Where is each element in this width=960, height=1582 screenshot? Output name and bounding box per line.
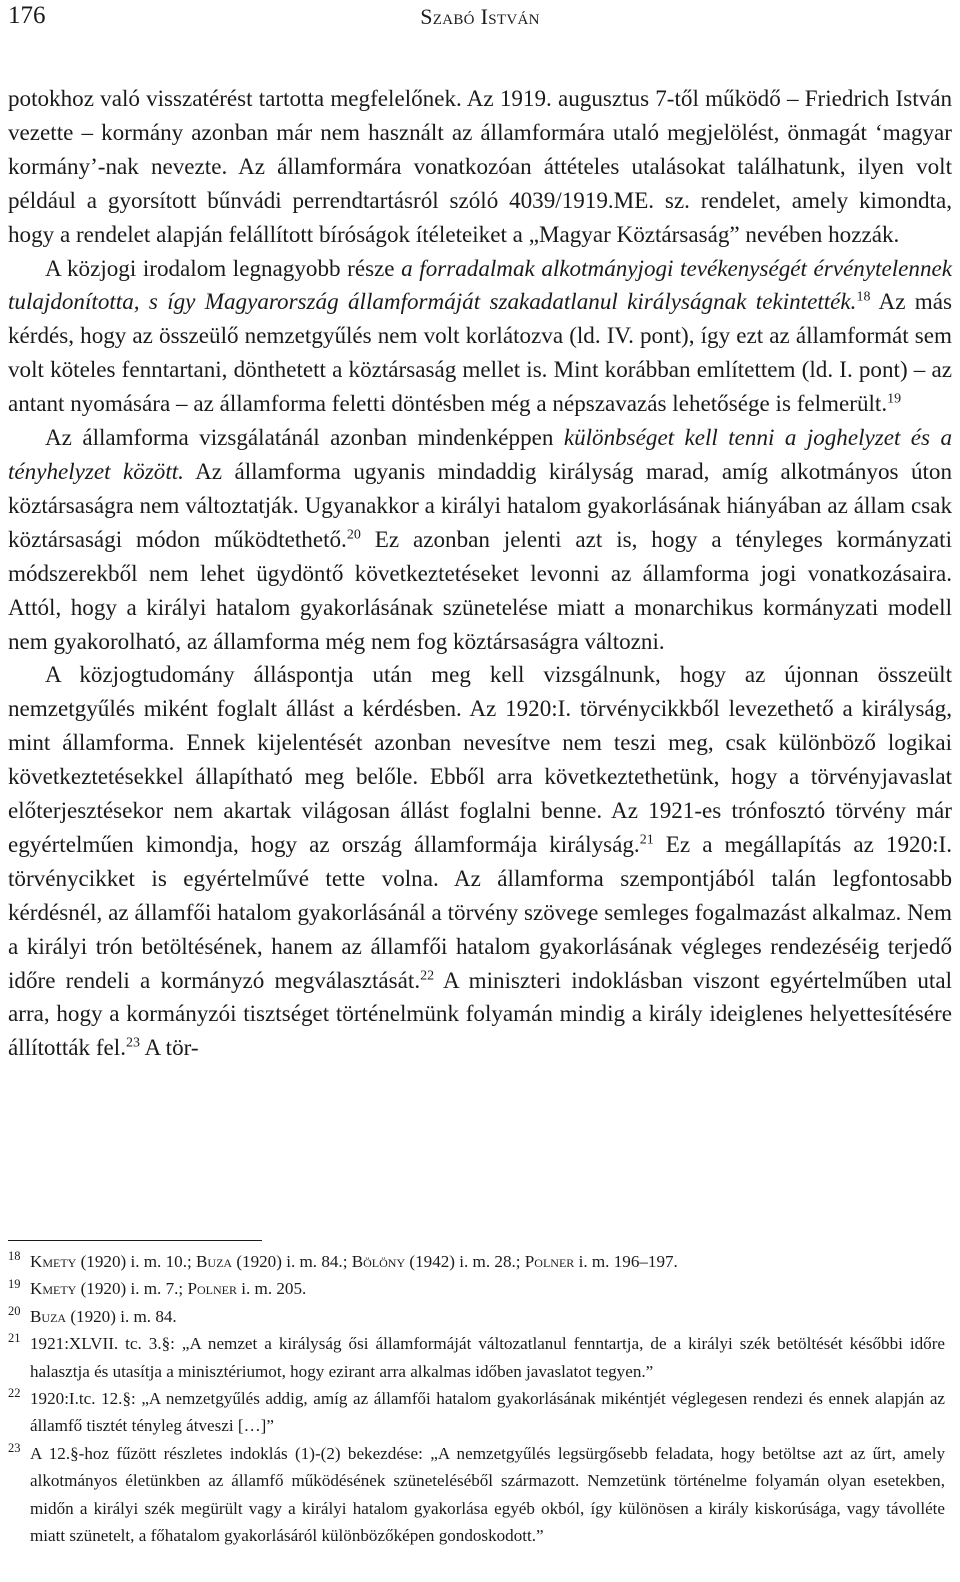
footnote-text: i. m. 196–197. (574, 1252, 678, 1271)
cited-author: Buza (196, 1252, 233, 1271)
footnote: 20 Buza (1920) i. m. 84. (8, 1303, 177, 1326)
paragraph (8, 421, 952, 658)
footnote-text: (1920) i. m. 7.; (76, 1279, 188, 1299)
paragraph-text: Az államforma ugyanis mindaddig királyság marad, amíg alkotmányos úton köztársaságra nem változtatják. Ugyanakkor a királyi hatalom gyakorlásának hiányában az állam csak köztársasági módon működtethető. (8, 457, 953, 552)
cited-author: Bölöny (351, 1252, 406, 1271)
footnote: 22 1920:I.tc. 12.§: „A nemzetgyűlés addig, amíg az államfői hatalom gyakorlásának mikéntjét véglegesen rendezi és ennek alapján az államfő tisztét tényleg átveszi […]” (8, 1386, 945, 1436)
emphasized-text: a forradalmak alkotmányjogi tevékenységét érvénytelennek tulajdonította, s így Magyarország államformáját szakadatlanul királyságnak tekintették. (8, 254, 953, 315)
footnote: 23 A 12.§-hoz fűzött részletes indoklás (1)-(2) bekezdése: „A nemzetgyűlés legsürgősebb feladata, hogy betöltse azt az űrt, amely alkotmányos életünkben az államfő működésének szüneteléséből származott. Nemzetünk történelme folyamán olyan esetekben, midőn a királyi szék megürült vagy a királyi hatalom gyakorlása egyéb okból, így különösen a király kiskorúsága, vagy távolléte miatt szünetelt, a főhatalom gyakorlásáról különbözőképen gondoskodott.” (8, 1440, 945, 1546)
paragraph-text: A közjogi irodalom legnagyobb része (45, 254, 402, 281)
cited-author: Polner (524, 1252, 575, 1271)
author-first-name: Szabó (420, 4, 475, 29)
footnotes (8, 1248, 945, 1549)
cited-author: Kmety (30, 1252, 77, 1271)
paragraph (8, 82, 952, 252)
paragraph (8, 252, 952, 422)
footnote-ref: 20 (346, 527, 361, 543)
running-head (8, 4, 952, 30)
footnote: 21 1921:XLVII. tc. 3.§: „A nemzet a királyság ősi államformáját változatlanul fenntartja, de a királyi szék betöltését későbbi időre halasztja és utasítja a minisztériumot, hogy ezirant arra alkalmas időben javaslatot tegyen.” (8, 1331, 945, 1381)
footnote-text: (1942) i. m. 28.; (405, 1252, 525, 1271)
cited-author: Polner (187, 1279, 237, 1299)
paragraph-text: A tör- (140, 1034, 199, 1061)
footnote-ref: 18 (856, 290, 871, 306)
footnote-text: (1920) i. m. 84.; (232, 1252, 352, 1271)
footnote-ref: 23 (126, 1035, 140, 1051)
emphasized-text: különbséget kell tenni a joghelyzet és a tényhelyzet között. (8, 424, 952, 484)
paragraph-text: Ez a megállapítás az 1920:I. törvénycikket is egyértelművé tette volna. Az államforma szempontjából talán legfontosabb kérdésnél, az államfői hatalom gyakorlásánál a törvény szövege semleges fogalmazást alkalmaz. Nem a királyi trón betöltésének, hanem az államfői hatalom gyakorlásának végleges rendezéséig terjedő időre rendeli a kormányzó megválasztását. (8, 830, 952, 993)
footnote-text: 1920:I.tc. 12.§: „A nemzetgyűlés addig, amíg az államfői hatalom gyakorlásának mikéntjét véglegesen rendezi és ennek alapján az államfő tisztét tényleg átveszi […]” (30, 1389, 945, 1436)
footnote-ref: 19 (887, 391, 902, 407)
author-last-name: István (480, 4, 540, 29)
footnote-text: i. m. 205. (236, 1279, 307, 1299)
footnote-text: 1921:XLVII. tc. 3.§: „A nemzet a királyság ősi államformáját változatlanul fenntartja, de a királyi szék betöltését későbbi időre halasztja és utasítja a minisztériumot, hogy ezirant arra alkalmas időben javaslatot tegyen.” (30, 1334, 945, 1381)
body-text (8, 82, 952, 1065)
footnote-text: (1920) i. m. 84. (66, 1306, 177, 1326)
paragraph-text: Az más kérdés, hogy az összeülő nemzetgyűlés nem volt korlátozva (ld. IV. pont), így ezt az államformát sem volt köteles fenntartani, dönthetett a köztársaság mellet is. Mint korábban említettem (ld. I. pont) – az antant nyomására – az államforma feletti döntésben még a népszavazás lehetősége is felmerült. (8, 288, 952, 417)
paragraph (8, 658, 952, 1065)
paragraph-text: A miniszteri indoklásban viszont egyértelműben utal arra, hogy a kormányzói tisztséget történelmünk folyamán mindig a király ideiglenes helyettesítésére állították fel. (8, 966, 952, 1061)
footnote-text: A 12.§-hoz fűzött részletes indoklás (1)-(2) bekezdése: „A nemzetgyűlés legsürgősebb feladata, hogy betöltse azt az űrt, amely alkotmányos életünkben az államfő működésének szüneteléséből származott. Nemzetünk történelme folyamán olyan esetekben, midőn a királyi szék megürült vagy a királyi hatalom gyakorlása egyéb okból, így különösen a király kiskorúsága, vagy távolléte miatt szünetelt, a főhatalom gyakorlásáról különbözőképen gondoskodott.” (30, 1443, 945, 1546)
footnote-ref: 21 (639, 832, 654, 848)
footnote-text: (1920) i. m. 10.; (76, 1252, 196, 1271)
cited-author: Kmety (30, 1279, 77, 1299)
paragraph-text: A közjogtudomány álláspontja után meg kell vizsgálnunk, hogy az újonnan összeült nemzetgyűlés miként foglalt állást a kérdésben. Az 1920:I. törvénycikkből levezethető a királyság, mint államforma. Ennek kijelentését azonban nevesítve nem teszi meg, csak különböző logikai következtetésekkel állapítható meg belőle. Ebből arra következtethetünk, hogy a törvényjavaslat előterjesztésekor nem akartak világosan állást foglalni benne. Az 1921-es trónfosztó törvény már egyértelműen kimondja, hogy az ország államformája királyság. (8, 661, 952, 857)
page-header (8, 2, 952, 34)
footnote: 18 Kmety (1920) i. m. 10.; Buza (1920) i. m. 84.; Bölöny (1942) i. m. 28.; Polner i. m. 196–197. (8, 1249, 678, 1271)
footnote: 19 Kmety (1920) i. m. 7.; Polner i. m. 205. (8, 1276, 307, 1299)
paragraph-text: potokhoz való visszatérést tartotta megfelelőnek. Az 1919. augusztus 7-től működő – Friedrich István vezette – kormány azonban már nem használt az államformára utaló megjelölést, önmagát ‘magyar kormány’-nak nevezte. Az államformára vonatkozóan áttételes utalásokat találhatunk, ilyen volt például a gyorsított bűnvádi perrendtartásról szóló 4039/1919.ME. sz. rendelet, amely kimondta, hogy a rendelet alapján felállított bíróságok ítéleteiket a „Magyar Köztársaság” nevében hozzák. (8, 85, 952, 247)
page-number: 176 (8, 2, 46, 29)
footnote-separator (8, 1240, 262, 1241)
cited-author: Buza (30, 1306, 67, 1326)
footnote-ref: 22 (420, 968, 435, 984)
paragraph-text: Az államforma vizsgálatánál azonban mindenképpen (45, 424, 564, 451)
paragraph-text: Ez azonban jelenti azt is, hogy a tényleges kormányzati módszerekből nem lehet ügydöntő következtetéseket levonni az államforma jogi vonatkozásaira. Attól, hogy a királyi hatalom gyakorlásának szünetelése miatt a monarchikus kormányzati modell nem gyakorolható, az államforma még nem fog köztársaságra változni. (8, 525, 952, 654)
